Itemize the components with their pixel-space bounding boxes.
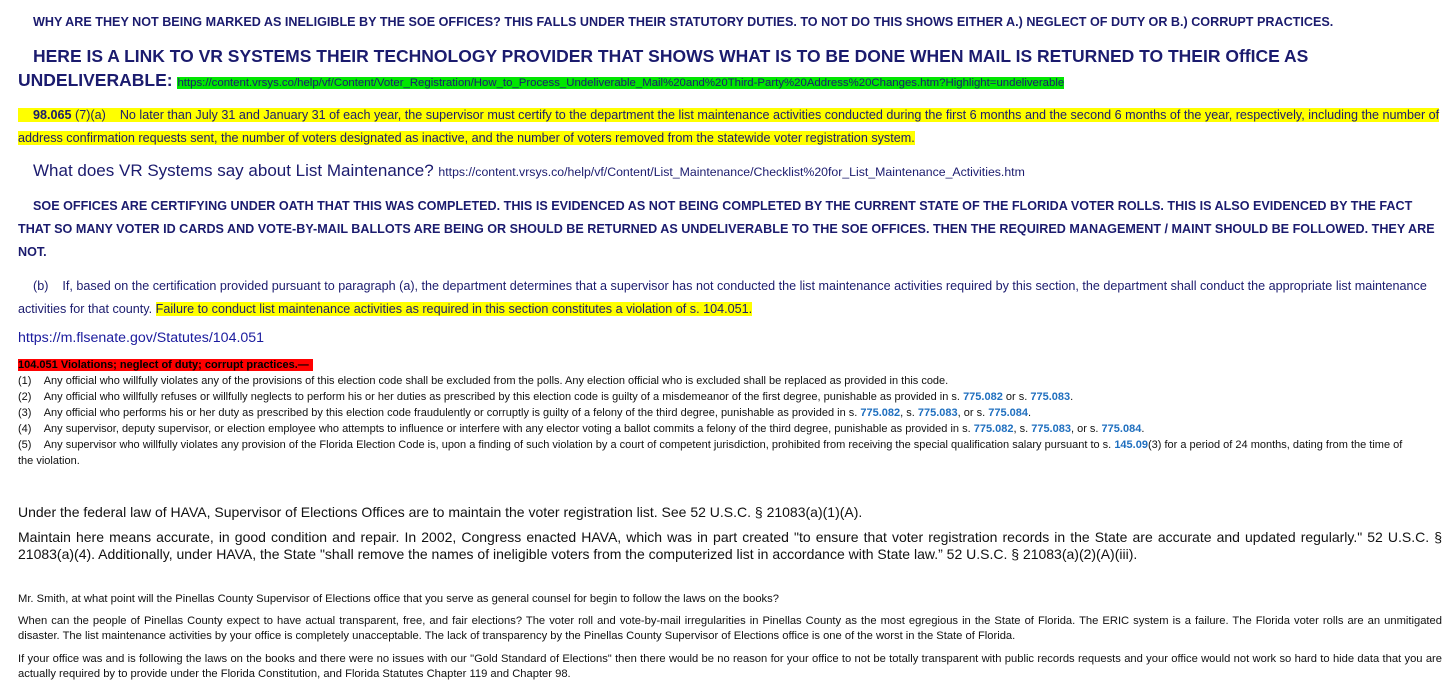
item-2-sep-1: or s.: [1005, 391, 1028, 403]
heading-ineligible: WHY ARE THEY NOT BEING MARKED AS INELIGIBLE BY THE SOE OFFICES? THIS FALLS UNDER THEIR STATUTORY DUTIES. TO NOT DO THIS SHOWS EITHER A.) NEGLECT OF DUTY OR B.) CORRUPT PRACTICES.: [33, 15, 1334, 29]
item-3-ref-1[interactable]: 775.082: [860, 407, 901, 419]
item-2-num: (2): [18, 391, 32, 403]
item-5-tail: (3) for a period of 24 months, dating from the time of the violation.: [18, 439, 1403, 467]
statute-104051-item-1: [18, 373, 1442, 389]
item-2-ref-1[interactable]: 775.082: [963, 391, 1003, 403]
pinellas-paragraph: When can the people of Pinellas County expect to have actual transparent, free, and fair elections? The voter roll and vote-by-mail irregularities in Pinellas County as the most egregious in the State of Florida. The ERIC system is a failure. The Florida voter rolls are an unmitigated disaster. The list maintenance activities by your office is completely unacceptable. The lack of transparency by the Pinellas County Supervisor of Elections office is one of the worst in the State of Florida.: [18, 615, 1442, 642]
statute-104051-title: 104.051 Violations; neglect of duty; corrupt practices.—: [18, 359, 313, 371]
statute-98065-number: 98.065: [33, 108, 72, 122]
item-3-text: Any official who performs his or her duty as prescribed by this election code fraudulently or corruptly is guilty of a felony of the third degree, punishable as provided in s.: [43, 407, 858, 419]
statute-98065-subsection: (7)(a): [75, 108, 106, 122]
paragraph-b-label: (b): [33, 279, 49, 293]
item-2-text: Any official who willfully refuses or willfully neglects to perform his or her duties as prescribed by this election code is guilty of a misdemeanor of the first degree, punishable as provided in s.: [43, 391, 960, 403]
statute-104051-item-4: (4) Any supervisor, deputy supervisor, or election employee who attempts to influence or interfere with any elector voting a ballot commits a felony of the third degree, punishable as provided in s. 775.082, s. 775.083, or s. 775.084.: [18, 423, 1145, 435]
heading-certifying-text: SOE OFFICES ARE CERTIFYING UNDER OATH THAT THIS WAS COMPLETED. THIS IS EVIDENCED AS NOT BEING COMPLETED BY THE CURRENT STATE OF THE FLORIDA VOTER ROLLS. THIS IS ALSO EVIDENCED BY THE FACT THAT SO MANY VOTER ID CARDS AND VOTE-BY-MAIL BALLOTS ARE BEING OR SHOULD BE RETURNED AS UNDELIVERABLE TO THE SOE OFFICES. THEN THE REQUIRED MANAGEMENT / MAINT SHOULD BE FOLLOWED. THEY ARE NOT.: [18, 199, 1435, 259]
vr-list-maintenance-question: What does VR Systems say about List Maintenance?: [33, 161, 434, 180]
statute-104051-item-5: [18, 437, 1418, 469]
hava-paragraph-2: Maintain here means accurate, in good condition and repair. In 2002, Congress enacted HAVA, which was in part created "to ensure that voter registration records in the State are accurate and updated regularly." 52 U.S.C. § 21083(a)(4). Additionally, under HAVA, the State "shall remove the names of ineligible voters from the computerized list in accordance with State law.” 52 U.S.C. § 21083(a)(2)(A)(iii).: [18, 529, 1442, 562]
vr-list-maintenance-link[interactable]: https://content.vrsys.co/help/vf/Content/List_Maintenance/Checklist%20for_List_Maintenance_Activities.htm: [438, 165, 1025, 179]
vr-list-maintenance: [33, 160, 1442, 183]
item-4-ref-3[interactable]: 775.084: [1101, 423, 1142, 435]
heading-certifying: [18, 195, 1442, 264]
item-3-sep-1: , s.: [900, 407, 915, 419]
paragraph-b-text: If, based on the certification provided pursuant to paragraph (a), the department determines that a supervisor has not conducted the list maintenance activities required by this section, the department shall conduct the appropriate list maintenance activities for that county.: [18, 279, 1427, 316]
smith-question: Mr. Smith, at what point will the Pinellas County Supervisor of Elections office that you serve as general counsel for begin to follow the laws on the books?: [18, 593, 779, 605]
transparency-paragraph: If your office was and is following the laws on the books and there were no issues with our "Gold Standard of Elections" then there would be no reason for your office to not be totally transparent with public records requests and your office would not work so hard to hide data that you are actually required by to provide under the Florida Constitution, and Florida Statutes Chapter 119 and Chapter 98.: [18, 653, 1442, 680]
item-5-text: Any supervisor who willfully violates any provision of the Florida Election Code is, upon a finding of such violation by a court of competent jurisdiction, prohibited from receiving the special qualification salary pursuant to s.: [43, 439, 1112, 451]
statute-98065-highlight: [18, 108, 1439, 145]
item-3-ref-3[interactable]: 775.084: [988, 407, 1028, 419]
paragraph-b-highlight: Failure to conduct list maintenance activities as required in this section constitutes a violation of s. 104.051.: [155, 302, 753, 316]
item-5-ref[interactable]: 145.09: [1114, 439, 1148, 451]
item-4-ref-2[interactable]: 775.083: [1031, 423, 1071, 435]
item-3-ref-2[interactable]: 775.083: [917, 407, 958, 419]
item-3-num: (3): [18, 407, 32, 419]
item-5-num: (5): [18, 439, 32, 451]
item-4-text: Any supervisor, deputy supervisor, or election employee who attempts to influence or interfere with any elector voting a ballot commits a felony of the third degree, punishable as provided in s.: [43, 423, 971, 435]
paragraph-b: [18, 275, 1442, 321]
statute-104051: [18, 357, 1442, 469]
hava-paragraph-1: Under the federal law of HAVA, Supervisor of Elections Offices are to maintain the voter registration list. See 52 U.S.C. § 21083(a)(1)(A).: [18, 504, 863, 520]
item-4-num: (4): [18, 423, 32, 435]
vr-link-heading: [18, 44, 1442, 95]
statute-104051-item-3: (3) Any official who performs his or her duty as prescribed by this election code fraudulently or corruptly is guilty of a felony of the third degree, punishable as provided in s. 775.082, s. 775.083, or s. 775.084.: [18, 407, 1032, 419]
item-4-ref-1[interactable]: 775.082: [973, 423, 1014, 435]
statute-104051-item-2: (2) Any official who willfully refuses or willfully neglects to perform his or her duties as prescribed by this election code is guilty of a misdemeanor of the first degree, punishable as provided in s. 775.082 or s. 775.083.: [18, 391, 1074, 403]
item-3-sep-2: , or s.: [957, 407, 986, 419]
statute-98065-text: No later than July 31 and January 31 of each year, the supervisor must certify to the department the list maintenance activities conducted during the first 6 months and the second 6 months of the year, respectively, including the number of address confirmation requests sent, the number of voters designated as inactive, and the number of voters removed from the statewide voter registration system.: [18, 108, 1440, 145]
flsenate-link[interactable]: https://m.flsenate.gov/Statutes/104.051: [18, 330, 265, 346]
statute-98065: [18, 104, 1442, 150]
item-2-ref-2[interactable]: 775.083: [1030, 391, 1071, 403]
item-1-num: (1): [18, 375, 32, 387]
vr-undeliverable-link[interactable]: https://content.vrsys.co/help/vf/Content/Voter_Registration/How_to_Process_Undeliverable_Mail%20and%20Third-Party%20Address%20Changes.htm?Highlight=undeliverable: [177, 77, 1065, 89]
item-1-text: Any official who willfully violates any of the provisions of this election code shall be excluded from the polls. Any election official who is excluded shall be replaced as provided in this code.: [43, 375, 949, 387]
vr-link-heading-text: HERE IS A LINK TO VR SYSTEMS THEIR TECHNOLOGY PROVIDER THAT SHOWS WHAT IS TO BE DONE WHEN MAIL IS RETURNED TO THEIR OffICE AS UNDELIVERABLE:: [18, 46, 1309, 90]
item-4-sep-2: , or s.: [1070, 423, 1099, 435]
item-4-sep-1: , s.: [1013, 423, 1029, 435]
